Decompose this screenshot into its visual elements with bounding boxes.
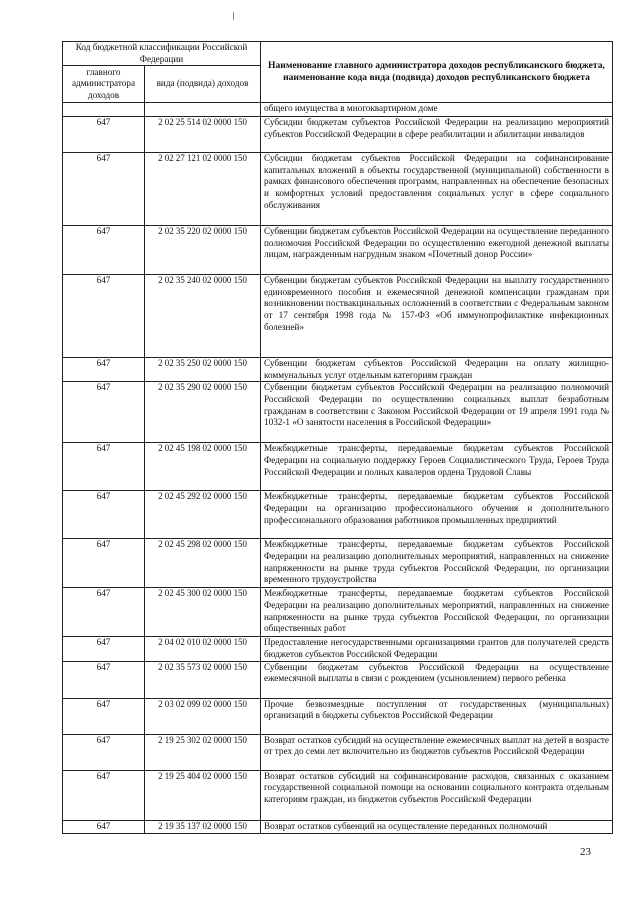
- revenue-code-cell: 2 02 35 250 02 0000 150: [145, 358, 261, 382]
- admin-code-cell: 647: [63, 382, 145, 443]
- table-row: [63, 443, 613, 491]
- revenue-classification-table: [62, 41, 613, 834]
- admin-code-cell: 647: [63, 539, 145, 588]
- revenue-name-cell: общего имущества в многоквартирном доме: [261, 103, 613, 117]
- scan-mark: [233, 12, 234, 20]
- revenue-code-cell: 2 03 02 099 02 0000 150: [145, 698, 261, 734]
- admin-code-cell: 647: [63, 358, 145, 382]
- admin-code-cell: 647: [63, 153, 145, 226]
- admin-column-header: главного администратора доходов: [63, 66, 145, 103]
- revenue-name-cell: Предоставление негосударственными организациями грантов для получателей средств бюджетов субъектов Российской Федерации: [261, 637, 613, 661]
- revenue-name-cell: Межбюджетные трансферты, передаваемые бюджетам субъектов Российской Федерации на организацию профессионального обучения и дополнительного профессионального образования работников промышленных предприятий: [261, 491, 613, 539]
- revenue-name-cell: Возврат остатков субвенций на осуществление переданных полномочий: [261, 820, 613, 833]
- table-header: [63, 42, 613, 103]
- admin-code-cell: 647: [63, 275, 145, 358]
- table-row: [63, 539, 613, 588]
- page-number: 23: [580, 846, 591, 858]
- revenue-code-cell: 2 02 45 300 02 0000 150: [145, 588, 261, 637]
- revenue-name-cell: Субвенции бюджетам субъектов Российской Федерации на осуществление ежемесячной выплаты в связи с рождением (усыновлением) первого ребенка: [261, 661, 613, 698]
- revenue-code-cell: 2 02 35 220 02 0000 150: [145, 226, 261, 275]
- table-row: [63, 275, 613, 358]
- revenue-name-cell: Субвенции бюджетам субъектов Российской Федерации на выплату государственного единовременного пособия и ежемесячной денежной компенсации гражданам при возникновении поствакцинальных осложнений в соответствии с Федеральным законом от 17 сентября 1998 года № 157-ФЗ «Об иммунопрофилактике инфекционных болезней»: [261, 275, 613, 358]
- revenue-name-cell: Субвенции бюджетам субъектов Российской Федерации на осуществление переданного полномочия Российской Федерации по осуществлению ежегодной денежной выплаты лицам, награжденным нагрудным знаком «Почетный донор России»: [261, 226, 613, 275]
- table-row: [63, 103, 613, 117]
- revenue-name-cell: Субсидии бюджетам субъектов Российской Федерации на реализацию мероприятий субъектов Российской Федерации в сфере реабилитации и абилитации инвалидов: [261, 117, 613, 153]
- table-row: [63, 637, 613, 661]
- table-row: [63, 770, 613, 820]
- table-row: [63, 588, 613, 637]
- table-row: [63, 820, 613, 833]
- admin-code-cell: 647: [63, 117, 145, 153]
- table-body: [63, 103, 613, 833]
- table-row: [63, 491, 613, 539]
- revenue-code-cell: 2 02 25 514 02 0000 150: [145, 117, 261, 153]
- revenue-name-cell: Возврат остатков субсидий на осуществление ежемесячных выплат на детей в возрасте от трех до семи лет включительно из бюджетов субъектов Российской Федерации: [261, 734, 613, 770]
- revenue-code-cell: 2 19 25 302 02 0000 150: [145, 734, 261, 770]
- table-row: [63, 734, 613, 770]
- table-row: [63, 382, 613, 443]
- admin-code-cell: 647: [63, 698, 145, 734]
- admin-code-cell: 647: [63, 443, 145, 491]
- code-group-header: Код бюджетной классификации Российской Федерации: [63, 42, 261, 66]
- revenue-code-cell: 2 02 45 292 02 0000 150: [145, 491, 261, 539]
- kind-column-header: вида (подвида) доходов: [145, 66, 261, 103]
- admin-code-cell: [63, 103, 145, 117]
- revenue-code-cell: 2 02 35 573 02 0000 150: [145, 661, 261, 698]
- revenue-name-cell: Межбюджетные трансферты, передаваемые бюджетам субъектов Российской Федерации на реализацию дополнительных мероприятий, направленных на снижение напряженности на рынке труда субъектов Российской Федерации, по организации общественных работ: [261, 588, 613, 637]
- revenue-code-cell: 2 02 35 290 02 0000 150: [145, 382, 261, 443]
- admin-code-cell: 647: [63, 588, 145, 637]
- admin-code-cell: 647: [63, 637, 145, 661]
- revenue-name-cell: Межбюджетные трансферты, передаваемые бюджетам субъектов Российской Федерации на реализацию дополнительных мероприятий, направленных на снижение напряженности на рынке труда субъектов Российской Федерации, по организации временного трудоустройства: [261, 539, 613, 588]
- table-row: [63, 661, 613, 698]
- revenue-code-cell: 2 02 27 121 02 0000 150: [145, 153, 261, 226]
- revenue-name-cell: Субвенции бюджетам субъектов Российской Федерации на оплату жилищно-коммунальных услуг отдельным категориям граждан: [261, 358, 613, 382]
- admin-code-cell: 647: [63, 770, 145, 820]
- admin-code-cell: 647: [63, 661, 145, 698]
- revenue-code-cell: 2 19 35 137 02 0000 150: [145, 820, 261, 833]
- admin-code-cell: 647: [63, 820, 145, 833]
- revenue-name-cell: Возврат остатков субсидий на софинансирование расходов, связанных с оказанием государственной социальной помощи на основании социального контракта отдельным категориям граждан, из бюджетов субъектов Российской Федерации: [261, 770, 613, 820]
- revenue-code-cell: [145, 103, 261, 117]
- revenue-name-cell: Субсидии бюджетам субъектов Российской Федерации на софинансирование капитальных вложений в объекты государственной (муниципальной) собственности в рамках финансового обеспечения программ, направленных на обеспечение безопасных и комфортных условий предоставления социальных услуг в сфере социального обслуживания: [261, 153, 613, 226]
- name-column-header: Наименование главного администратора доходов республиканского бюджета, наименование кода вида (подвида) доходов республиканского бюджета: [261, 42, 613, 103]
- table-row: [63, 226, 613, 275]
- revenue-name-cell: Прочие безвозмездные поступления от государственных (муниципальных) организаций в бюджеты субъектов Российской Федерации: [261, 698, 613, 734]
- revenue-code-cell: 2 04 02 010 02 0000 150: [145, 637, 261, 661]
- table-row: [63, 698, 613, 734]
- revenue-code-cell: 2 02 45 298 02 0000 150: [145, 539, 261, 588]
- admin-code-cell: 647: [63, 734, 145, 770]
- admin-code-cell: 647: [63, 491, 145, 539]
- revenue-code-cell: 2 19 25 404 02 0000 150: [145, 770, 261, 820]
- revenue-name-cell: Субвенции бюджетам субъектов Российской Федерации на реализацию полномочий Российской Федерации по осуществлению социальных выплат безработным гражданам в соответствии с Законом Российской Федерации от 19 апреля 1991 года № 1032-1 «О занятости населения в Российской Федерации»: [261, 382, 613, 443]
- table-row: [63, 358, 613, 382]
- revenue-name-cell: Межбюджетные трансферты, передаваемые бюджетам субъектов Российской Федерации на социальную поддержку Героев Социалистического Труда, Героев Труда Российской Федерации и полных кавалеров ордена Трудовой Славы: [261, 443, 613, 491]
- revenue-code-cell: 2 02 45 198 02 0000 150: [145, 443, 261, 491]
- table-row: [63, 117, 613, 153]
- table-row: [63, 153, 613, 226]
- revenue-code-cell: 2 02 35 240 02 0000 150: [145, 275, 261, 358]
- admin-code-cell: 647: [63, 226, 145, 275]
